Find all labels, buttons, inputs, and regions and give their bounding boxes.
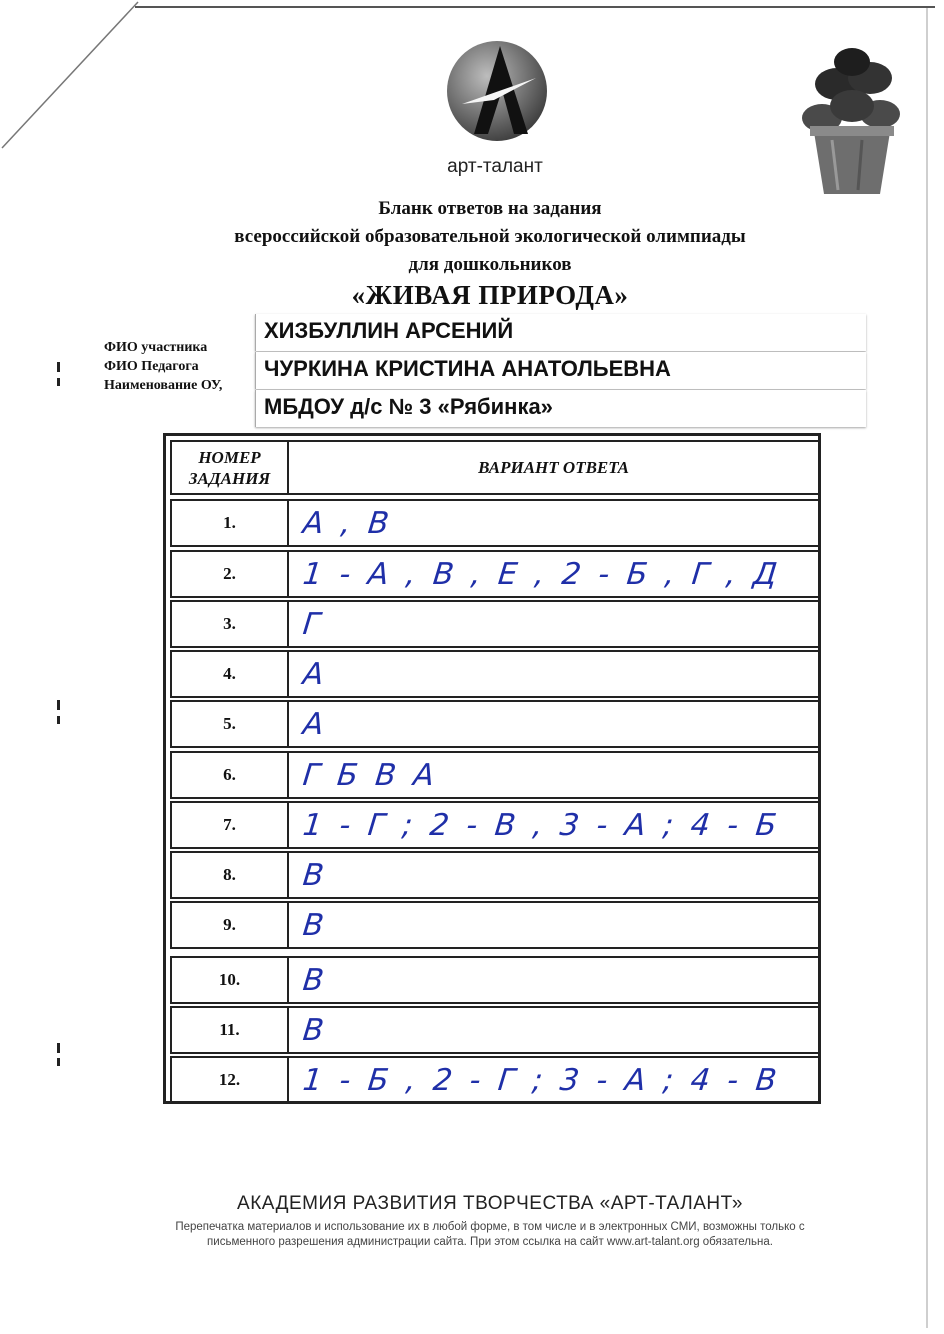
- answer-cell: [289, 803, 818, 847]
- org-label: Наименование ОУ,: [104, 378, 223, 393]
- answer-cell: [289, 702, 818, 746]
- table-row: [170, 901, 820, 949]
- handwritten-answer: В: [301, 907, 330, 943]
- task-number: 4.: [172, 652, 289, 696]
- task-number: 10.: [172, 958, 289, 1002]
- answer-cell: [289, 903, 818, 947]
- answer-cell: [289, 501, 818, 545]
- answer-table: [163, 433, 821, 1104]
- table-row: [170, 1056, 820, 1104]
- org-value: МБДОУ д/с № 3 «Рябинка»: [264, 394, 553, 419]
- form-title-line1: Бланк ответов на задания: [378, 198, 602, 219]
- folded-corner: [0, 0, 140, 150]
- task-number: 6.: [172, 753, 289, 797]
- handwritten-answer: Г Б В А: [301, 757, 440, 793]
- answer-cell: [289, 1008, 818, 1052]
- handwritten-answer: А , В: [301, 505, 395, 541]
- table-row: [170, 499, 820, 547]
- header-num-line1: НОМЕР: [198, 447, 261, 467]
- task-number: 7.: [172, 803, 289, 847]
- answer-cell: [289, 602, 818, 646]
- header-answer: ВАРИАНТ ОТВЕТА: [478, 457, 629, 477]
- answer-cell: [289, 1058, 818, 1102]
- table-row: [170, 650, 820, 698]
- task-number: 3.: [172, 602, 289, 646]
- table-row: [170, 1006, 820, 1054]
- footer-copyright-note: [110, 1220, 870, 1250]
- logo-caption: арт-талант: [447, 156, 543, 177]
- answer-cell: [289, 958, 818, 1002]
- answer-cell: [289, 552, 818, 596]
- handwritten-answer: В: [301, 962, 330, 998]
- violet-pot-illustration: [792, 36, 912, 196]
- handwritten-answer: В: [301, 1012, 330, 1048]
- answer-cell: [289, 753, 818, 797]
- page-edge: [135, 6, 935, 8]
- header-num-line2: ЗАДАНИЯ: [188, 468, 271, 488]
- teacher-field: [255, 352, 866, 389]
- handwritten-answer: А: [301, 706, 330, 742]
- task-number: 2.: [172, 552, 289, 596]
- table-row: [170, 956, 820, 1004]
- footer-note-line1: Перепечатка материалов и использование их в любой форме, в том числе и в электронных СМИ, возможны только с: [175, 1221, 805, 1233]
- participant-label: ФИО участника: [104, 340, 208, 355]
- task-number: 5.: [172, 702, 289, 746]
- field-labels: [104, 338, 222, 395]
- footer-academy-title: АКАДЕМИЯ РАЗВИТИЯ ТВОРЧЕСТВА «АРТ-ТАЛАНТ»: [237, 1193, 743, 1214]
- handwritten-answer: В: [301, 857, 330, 893]
- table-row: [170, 801, 820, 849]
- form-title-line2: всероссийской образовательной экологической олимпиады: [234, 226, 746, 247]
- handwritten-answer: А: [301, 656, 330, 692]
- handwritten-answer: Г: [301, 606, 326, 642]
- task-number: 1.: [172, 501, 289, 545]
- table-row: [170, 851, 820, 899]
- org-field: [255, 390, 866, 427]
- table-row: [170, 550, 820, 598]
- olympiad-title: «ЖИВАЯ ПРИРОДА»: [351, 280, 629, 310]
- participant-field: [255, 314, 866, 351]
- handwritten-answer: 1 - Б , 2 - Г ; 3 - А ; 4 - В: [301, 1062, 783, 1098]
- handwritten-answer: 1 - Г ; 2 - В , 3 - А ; 4 - Б: [301, 807, 783, 843]
- art-talant-logo: [444, 38, 550, 144]
- table-header-row: [170, 440, 820, 495]
- teacher-value: ЧУРКИНА КРИСТИНА АНАТОЛЬЕВНА: [264, 356, 671, 381]
- task-number: 9.: [172, 903, 289, 947]
- task-number: 8.: [172, 853, 289, 897]
- table-row: [170, 700, 820, 748]
- task-number: 12.: [172, 1058, 289, 1102]
- teacher-label: ФИО Педагога: [104, 359, 199, 374]
- handwritten-answer: 1 - А , В , Е , 2 - Б , Г , Д: [301, 556, 783, 592]
- task-number: 11.: [172, 1008, 289, 1052]
- form-title-line3: для дошкольников: [408, 254, 572, 275]
- page-edge-right: [926, 8, 928, 1328]
- header-task-number: [172, 442, 289, 493]
- answer-cell: [289, 652, 818, 696]
- answer-cell: [289, 853, 818, 897]
- table-row: [170, 600, 820, 648]
- participant-value: ХИЗБУЛЛИН АРСЕНИЙ: [264, 318, 514, 343]
- footer-note-line2: письменного разрешения администрации сайта. При этом ссылка на сайт www.art-talant.org обязательна.: [207, 1236, 773, 1248]
- table-row: [170, 751, 820, 799]
